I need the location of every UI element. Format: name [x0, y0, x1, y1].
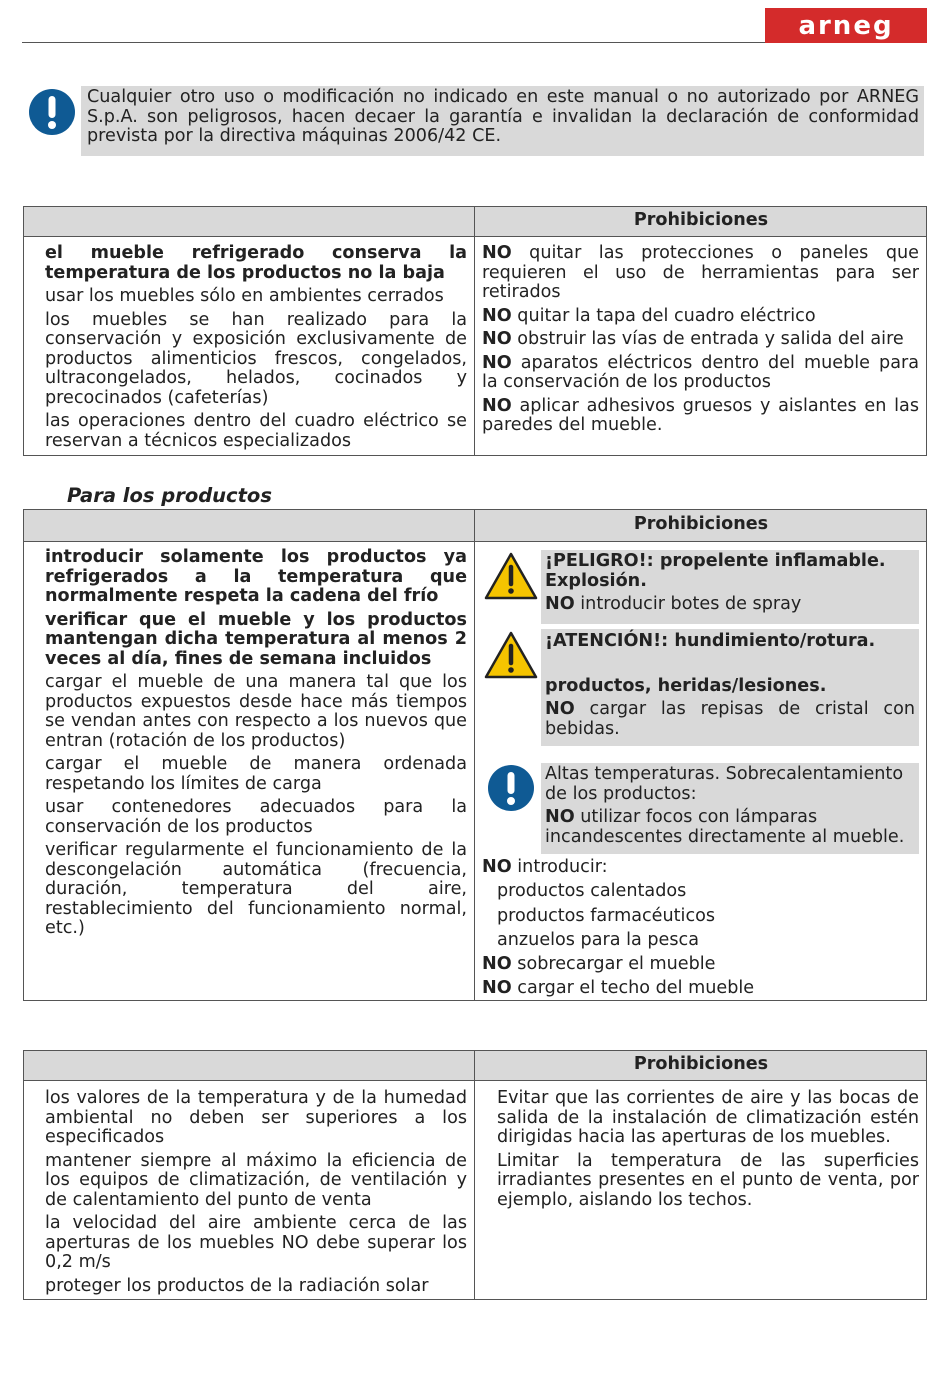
list-item: la velocidad del aire ambiente cerca de las aperturas de los muebles NO debe superar los 0,2 m/s: [45, 1213, 467, 1272]
table-3-left-column: [45, 1089, 467, 1300]
exclamation-icon: [487, 764, 535, 812]
table-2-header-label: Prohibiciones: [633, 514, 769, 534]
attention-title: ¡ATENCIÓN!: hundimiento/rotura.: [545, 631, 876, 651]
warning-triangle-icon: [483, 551, 539, 601]
section-title: Para los productos: [67, 484, 272, 507]
danger-title: ¡PELIGRO!: propelente inflamable. Explosión.: [545, 551, 886, 591]
temperature-title: Altas temperaturas. Sobrecalentamiento de los productos:: [545, 764, 904, 804]
table-2-left-column: [45, 548, 467, 943]
list-item: cargar el mueble de manera ordenada respetando los límites de carga: [45, 754, 467, 794]
list-item: productos farmacéuticos: [497, 905, 716, 926]
list-item: introducir solamente los productos ya refrigerados a la temperatura que normalmente respeta la cadena del frío: [45, 547, 467, 606]
list-item: mantener siempre al máximo la eficiencia de los equipos de climatización, de ventilación y de calentamiento del punto de venta: [45, 1150, 467, 1210]
list-item: productos calentados: [497, 881, 687, 902]
list-item: verificar regularmente el funcionamiento de la descongelación automática (frecuencia, duración, temperatura del aire, restablecimiento del funcionamiento normal, etc.): [45, 840, 467, 938]
list-item: NO cargar el techo del mueble: [482, 978, 755, 999]
table-3-right-column: [497, 1089, 919, 1214]
danger-text: NO introducir botes de spray: [545, 594, 802, 614]
list-item: NO quitar la tapa del cuadro eléctrico: [482, 305, 816, 326]
warning-note-box: [81, 86, 924, 156]
exclamation-icon: [28, 88, 76, 136]
list-item: NO aparatos eléctricos dentro del mueble para la conservación de los productos: [482, 352, 919, 392]
list-item: NO sobrecargar el mueble: [482, 954, 716, 975]
list-item: NO quitar las protecciones o paneles que requieren el uso de herramientas para ser retirados: [482, 243, 919, 302]
table-1-divider: [474, 206, 475, 456]
list-item: verificar que el mueble y los productos mantengan dicha temperatura al menos 2 veces al día, fines de semana incluidos: [45, 609, 467, 669]
list-item: Limitar la temperatura de las superficies irradiantes presentes en el punto de venta, por ejemplo, aislando los techos.: [497, 1150, 919, 1210]
table-1-left-column: [45, 244, 467, 455]
attention-subtitle: productos, heridas/lesiones.: [545, 675, 827, 696]
list-item: los muebles se han realizado para la conservación y exposición exclusivamente de productos alimenticios frescos, congelados, ultracongelados, helados, cocinados y precocinados (cafeterías): [45, 309, 467, 408]
table-1-right-column: [482, 244, 919, 440]
table-3-header-label: Prohibiciones: [633, 1054, 769, 1074]
svg-text:arneg: arneg: [798, 11, 894, 41]
list-item: anzuelos para la pesca: [497, 929, 699, 950]
list-item: Evitar que las corrientes de aire y las bocas de salida de la instalación de climatización estén dirigidas hacia las aperturas de los muebles.: [497, 1088, 919, 1147]
temperature-text: NO utilizar focos con lámparas incandescentes directamente al mueble.: [545, 807, 905, 847]
list-item: usar los muebles sólo en ambientes cerrados: [45, 286, 444, 306]
list-item: los valores de la temperatura y de la humedad ambiental no deben ser superiores a los especificados: [45, 1088, 467, 1147]
list-item: NO introducir:: [482, 857, 608, 877]
warning-triangle-icon: [483, 630, 539, 680]
list-item: cargar el mueble de una manera tal que los productos expuestos desde hace más tiempos se vendan antes con respecto a los nuevos que entran (rotación de los productos): [45, 672, 467, 751]
list-item: usar contenedores adecuados para la conservación de los productos: [45, 797, 467, 837]
table-2-divider: [474, 509, 475, 1001]
danger-note-box: [541, 550, 919, 624]
table-1-header-label: Prohibiciones: [633, 210, 769, 230]
attention-note-box: [541, 629, 919, 746]
attention-text: NO cargar las repisas de cristal con bebidas.: [545, 699, 915, 739]
list-item: NO obstruir las vías de entrada y salida del aire: [482, 329, 904, 349]
list-item: proteger los productos de la radiación solar: [45, 1275, 429, 1296]
table-2-right-tail: [482, 855, 919, 1001]
temperature-note-box: [541, 763, 919, 854]
list-item: el mueble refrigerado conserva la temperatura de los productos no la baja: [45, 243, 467, 283]
list-item: NO aplicar adhesivos gruesos y aislantes en las paredes del mueble.: [482, 395, 919, 435]
warning-note-text: Cualquier otro uso o modificación no indicado en este manual o no autorizado por ARNEG S.p.A. son peligrosos, hacen decaer la garantía e invalidan la declaración de conformidad prevista por la directiva máquinas 2006/42 CE.: [87, 87, 919, 146]
list-item: las operaciones dentro del cuadro eléctrico se reservan a técnicos especializados: [45, 411, 467, 451]
table-3-divider: [474, 1050, 475, 1300]
arneg-logo: [765, 8, 927, 43]
